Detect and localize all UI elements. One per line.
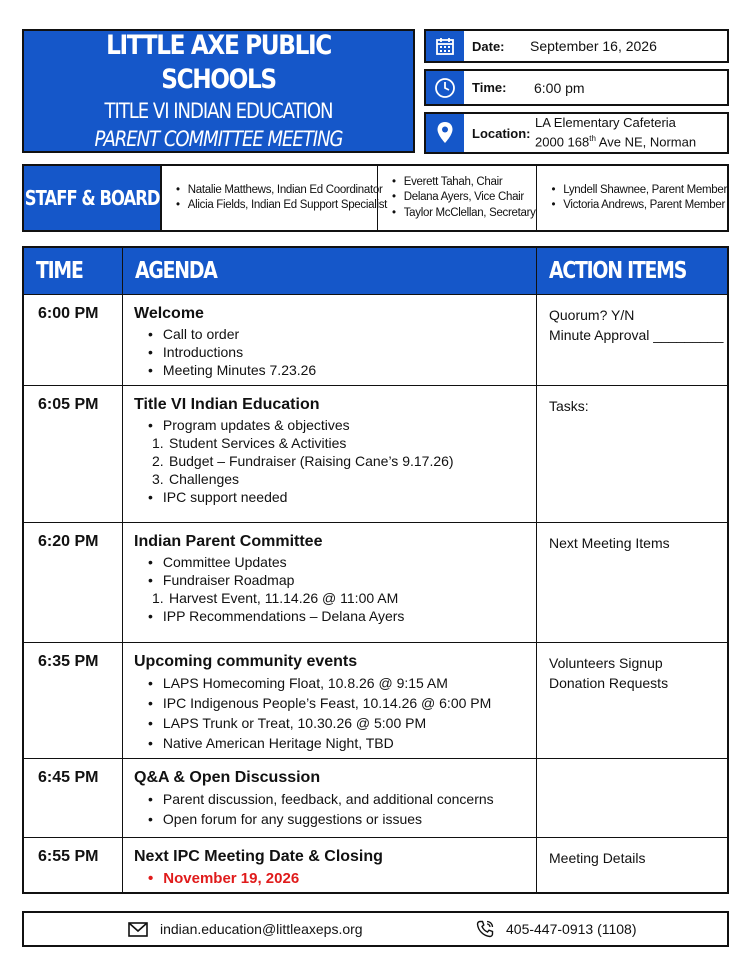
action-item: Volunteers Signup bbox=[549, 655, 663, 671]
action-item: Tasks: bbox=[549, 398, 589, 414]
agenda-item: • Fundraiser Roadmap bbox=[148, 571, 536, 589]
calendar-icon bbox=[426, 31, 464, 61]
time-label: Time: bbox=[472, 80, 507, 95]
phone-contact bbox=[476, 920, 637, 938]
date-label: Date: bbox=[472, 38, 505, 54]
agenda-item: • LAPS Homecoming Float, 10.8.26 @ 9:15 AM bbox=[148, 673, 536, 693]
staff-column-3 bbox=[537, 166, 727, 230]
agenda-row bbox=[24, 294, 727, 385]
title-block bbox=[22, 29, 415, 153]
agenda-item: • Committee Updates bbox=[148, 553, 536, 571]
agenda-item: • IPC support needed bbox=[148, 488, 536, 506]
board-member: • Delana Ayers, Vice Chair bbox=[392, 190, 536, 206]
agenda-item: • Parent discussion, feedback, and additional concerns bbox=[148, 789, 536, 809]
agenda-header-row bbox=[24, 248, 727, 294]
board-member: • Victoria Andrews, Parent Member bbox=[551, 198, 727, 214]
agenda-item: • Open forum for any suggestions or issues bbox=[148, 809, 536, 829]
staff-member: • Alicia Fields, Indian Ed Support Specialist bbox=[176, 198, 387, 214]
agenda-item: • Program updates & objectives bbox=[148, 416, 536, 434]
action-items-empty bbox=[537, 759, 727, 837]
action-item: Meeting Details bbox=[549, 850, 646, 866]
agenda-row bbox=[24, 758, 727, 837]
phone-number[interactable]: 405-447-0913 (1108) bbox=[506, 921, 637, 937]
location-line1: LA Elementary Cafeteria bbox=[535, 115, 676, 131]
agenda-row bbox=[24, 385, 727, 522]
agenda-title: Next IPC Meeting Date & Closing bbox=[134, 848, 383, 865]
agenda-table bbox=[22, 246, 729, 894]
contact-footer bbox=[22, 911, 729, 947]
agenda-title: Indian Parent Committee bbox=[134, 533, 323, 550]
agenda-subitem: 2. Budget – Fundraiser (Raising Cane’s 9.17.26) bbox=[152, 453, 454, 469]
location-line2: 2000 168th Ave NE, Norman bbox=[535, 134, 697, 150]
agenda-item: • Native American Heritage Night, TBD bbox=[148, 733, 536, 753]
agenda-title: Title VI Indian Education bbox=[134, 396, 320, 413]
board-member: • Lyndell Shawnee, Parent Member bbox=[551, 183, 727, 199]
agenda-subitem: 1. Student Services & Activities bbox=[152, 435, 347, 451]
agenda-title: Q&A & Open Discussion bbox=[134, 769, 321, 786]
action-item: Quorum? Y/N bbox=[549, 307, 635, 323]
board-member: • Everett Tahah, Chair bbox=[392, 175, 536, 191]
meeting-name: PARENT COMMITTEE MEETING bbox=[94, 127, 343, 151]
date-value: September 16, 2026 bbox=[530, 38, 657, 54]
envelope-icon bbox=[128, 922, 148, 937]
agenda-item: • Call to order bbox=[148, 325, 536, 343]
staff-member: • Natalie Matthews, Indian Ed Coordinator bbox=[176, 183, 387, 199]
location-box bbox=[424, 112, 729, 154]
agenda-column-header: AGENDA bbox=[135, 258, 217, 284]
agenda-item: • IPP Recommendations – Delana Ayers bbox=[148, 607, 536, 625]
program-name: TITLE VI INDIAN EDUCATION bbox=[104, 99, 333, 123]
board-member: • Taylor McClellan, Secretary bbox=[392, 206, 536, 222]
action-item: Next Meeting Items bbox=[549, 535, 670, 551]
location-label: Location: bbox=[472, 125, 531, 141]
agenda-time: 6:05 PM bbox=[24, 386, 123, 522]
agenda-row bbox=[24, 837, 727, 894]
next-meeting-date: • November 19, 2026 bbox=[148, 868, 536, 890]
action-item: Minute Approval _________ bbox=[549, 327, 724, 343]
agenda-title: Upcoming community events bbox=[134, 653, 358, 670]
agenda-item: • Meeting Minutes 7.23.26 bbox=[148, 361, 536, 379]
agenda-time: 6:00 PM bbox=[24, 295, 123, 385]
staff-board-section bbox=[22, 164, 729, 232]
action-item: Donation Requests bbox=[549, 675, 669, 691]
agenda-time: 6:20 PM bbox=[24, 523, 123, 642]
agenda-item: • LAPS Trunk or Treat, 10.30.26 @ 5:00 PM bbox=[148, 713, 536, 733]
time-value: 6:00 pm bbox=[534, 79, 585, 96]
staff-column-2 bbox=[378, 166, 537, 230]
agenda-title: Welcome bbox=[134, 305, 204, 322]
agenda-row bbox=[24, 642, 727, 758]
time-column-header: TIME bbox=[36, 258, 83, 284]
email-contact bbox=[128, 921, 363, 937]
location-pin-icon bbox=[426, 114, 464, 152]
agenda-time: 6:55 PM bbox=[24, 838, 123, 894]
time-box bbox=[424, 69, 729, 106]
agenda-row bbox=[24, 522, 727, 642]
phone-icon bbox=[476, 920, 494, 938]
staff-heading: STAFF & BOARD bbox=[24, 166, 162, 230]
agenda-subitem: 3. Challenges bbox=[152, 471, 240, 487]
school-name: LITTLE AXE PUBLIC SCHOOLS bbox=[106, 30, 331, 95]
staff-column-1 bbox=[162, 166, 388, 230]
clock-icon bbox=[426, 71, 464, 104]
agenda-subitem: 1. Harvest Event, 11.14.26 @ 11:00 AM bbox=[152, 590, 399, 606]
agenda-time: 6:35 PM bbox=[24, 643, 123, 758]
agenda-item: • Introductions bbox=[148, 343, 536, 361]
agenda-item: • IPC Indigenous People’s Feast, 10.14.26 @ 6:00 PM bbox=[148, 693, 536, 713]
email-address[interactable]: indian.education@littleaxeps.org bbox=[160, 921, 363, 937]
agenda-time: 6:45 PM bbox=[24, 759, 123, 837]
date-box bbox=[424, 29, 729, 63]
action-items-column-header: ACTION ITEMS bbox=[549, 258, 687, 284]
